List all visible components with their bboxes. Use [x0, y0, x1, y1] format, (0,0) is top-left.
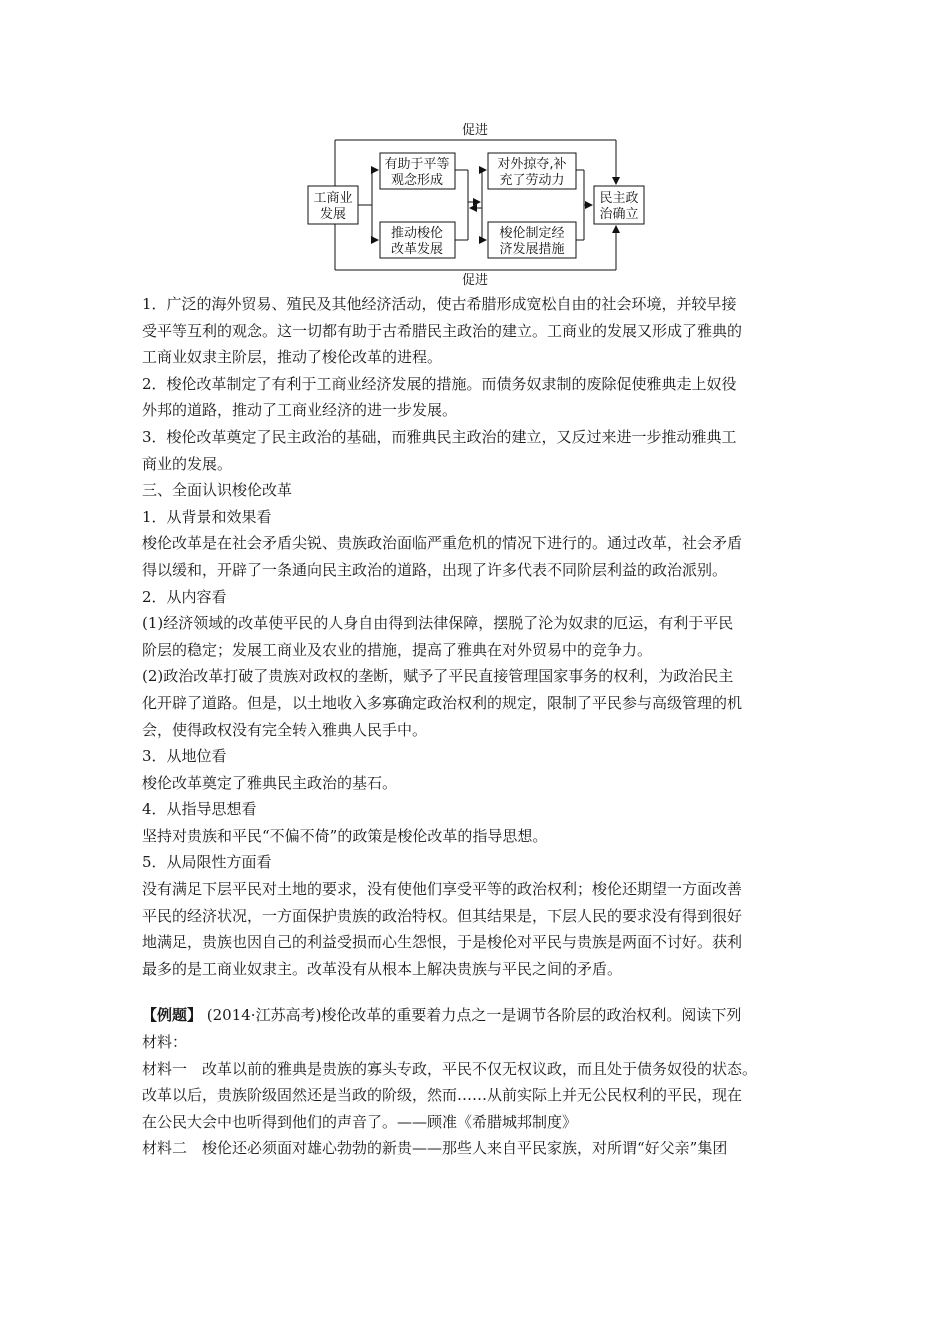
text-line: 地满足，贵族也因自己的利益受损而心生怨恨，于是梭伦对平民与贵族是两面不讨好。获利 — [142, 933, 743, 952]
diagram-svg — [300, 118, 639, 288]
material-line: 改革以后，贵族阶级固然还是当政的阶级，然而……从前实际上并无公民权利的平民，现在 — [142, 1086, 743, 1105]
text-line: 1．广泛的海外贸易、殖民及其他经济活动，使古希腊形成宽松自由的社会环境，并较早接 — [142, 295, 737, 313]
text-line: 最多的是工商业奴隶主。改革没有从根本上解决贵族与平民之间的矛盾。 — [142, 959, 623, 978]
mid-top-right-line-1: 对外掠夺,补 — [497, 157, 567, 172]
mid-top-left-line-2: 观念形成 — [390, 173, 444, 188]
text-line: 阶层的稳定；发展工商业及农业的措施，提高了雅典在对外贸易中的竞争力。 — [142, 640, 653, 659]
left-box-line-2: 发展 — [319, 207, 347, 222]
text-line: 化开辟了道路。但是，以土地收入多寡确定政治权利的规定，限制了平民参与高级管理的机 — [142, 693, 743, 712]
subheading: 4．从指导思想看 — [142, 800, 257, 819]
text-line: 梭伦改革是在社会矛盾尖锐、贵族政治面临严重危机的情况下进行的。通过改革，社会矛盾 — [142, 534, 743, 553]
text-line: (2)政治改革打破了贵族对政权的垄断，赋予了平民直接管理国家事务的权利，为政治民主 — [142, 667, 734, 686]
example-text: (2014·江苏高考)梭伦改革的重要着力点之一是调节各阶层的政治权利。阅读下列 — [202, 1006, 742, 1025]
text-line: 2．梭伦改革制定了有利于工商业经济发展的措施。而债务奴隶制的废除促使雅典走上奴役 — [142, 374, 737, 393]
relationship-diagram — [300, 118, 639, 288]
mid-top-left-line-1: 有助于平等 — [384, 157, 450, 172]
section-heading: 三、全面认识梭伦改革 — [142, 481, 293, 500]
mid-bottom-right-line-2: 济发展措施 — [499, 242, 565, 257]
mid-bottom-left-line-1: 推动梭伦 — [390, 226, 444, 241]
mid-top-right-line-2: 充了劳动力 — [499, 173, 565, 188]
text-line: (1)经济领域的改革使平民的人身自由得到法律保障，摆脱了沦为奴隶的厄运，有利于平民 — [142, 614, 734, 633]
example-line — [142, 1002, 832, 1029]
text-line: 会，使得政权没有完全转入雅典人民手中。 — [142, 720, 428, 739]
mid-bottom-right-line-1: 梭伦制定经 — [499, 226, 565, 241]
text-line: 受平等互利的观念。这一切都有助于古希腊民主政治的建立。工商业的发展又形成了雅典的 — [142, 321, 743, 340]
material-line: 材料二 梭伦还必须面对雄心勃勃的新贵——那些人来自平民家族，对所谓“好父亲”集团 — [142, 1139, 728, 1158]
material-line: 材料一 改革以前的雅典是贵族的寡头专政，平民不仅无权议政，而且处于债务奴役的状态。 — [142, 1059, 758, 1078]
text-line: 商业的发展。 — [142, 454, 233, 473]
text-line: 3．梭伦改革奠定了民主政治的基础，而雅典民主政治的建立，又反过来进一步推动雅典工 — [142, 427, 737, 446]
material-line: 在公民大会中也听得到他们的声音了。——顾准《希腊城邦制度》 — [142, 1112, 578, 1131]
text-line: 梭伦改革奠定了雅典民主政治的基石。 — [142, 773, 398, 792]
example-label: 【例题】 — [142, 1006, 203, 1025]
subheading: 1．从背景和效果看 — [142, 507, 272, 526]
bottom-arrow-label: 促进 — [461, 273, 489, 288]
text-line: 坚持对贵族和平民“不偏不倚”的政策是梭伦改革的指导思想。 — [142, 826, 548, 845]
subheading: 3．从地位看 — [142, 747, 227, 766]
right-box-line-1: 民主政 — [599, 191, 639, 206]
subheading: 5．从局限性方面看 — [142, 853, 272, 872]
top-arrow-label: 促进 — [461, 123, 489, 138]
subheading: 2．从内容看 — [142, 587, 227, 606]
document-body — [142, 291, 832, 1162]
text-line: 得以缓和，开辟了一条通向民主政治的道路，出现了许多代表不同阶层利益的政治派别。 — [142, 560, 728, 579]
text-line: 工商业奴隶主阶层，推动了梭伦改革的进程。 — [142, 348, 443, 367]
example-line: 材料： — [142, 1033, 188, 1052]
mid-bottom-left-line-2: 改革发展 — [390, 242, 444, 257]
text-line: 没有满足下层平民对土地的要求，没有使他们享受平等的政治权利；梭伦还期望一方面改善 — [142, 880, 743, 899]
text-line: 平民的经济状况，一方面保护贵族的政治特权。但其结果是，下层人民的要求没有得到很好 — [142, 906, 743, 925]
text-line: 外邦的道路，推动了工商业经济的进一步发展。 — [142, 401, 458, 420]
right-box-line-2: 治确立 — [599, 207, 639, 222]
left-box-line-1: 工商业 — [313, 191, 353, 206]
